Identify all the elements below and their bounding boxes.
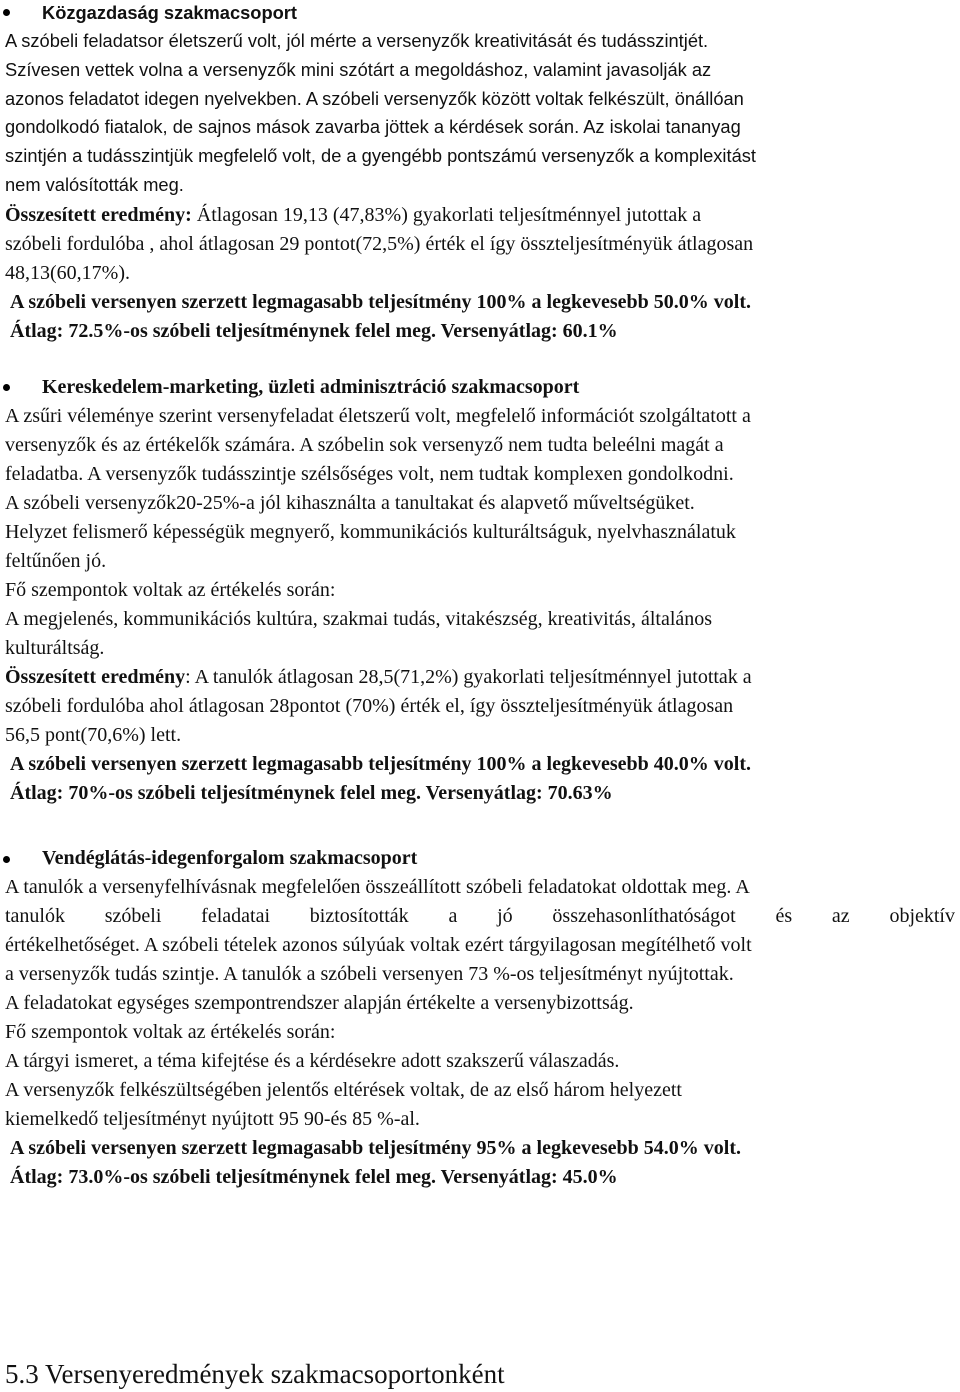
- paragraph-line: Fő szempontok voltak az értékelés során:: [5, 579, 336, 601]
- summary-text: : A tanulók átlagosan 28,5(71,2%) gyakorlati teljesítménnyel jutottak a: [185, 666, 752, 688]
- bullet-icon: [3, 384, 10, 391]
- paragraph-line: A megjelenés, kommunikációs kultúra, szakmai tudás, vitakészség, kreativitás, általános: [5, 608, 713, 630]
- summary-label: Összesített eredmény: [5, 666, 186, 688]
- paragraph-line: Szívesen vettek volna a versenyzők mini szótárt a megoldáshoz, valamint javasolják az: [5, 59, 712, 80]
- paragraph-line: gondolkodó fiatalok, de sajnos mások zavarba jöttek a kérdések során. Az iskolai tananyag: [5, 116, 741, 137]
- paragraph-line: feltűnően jó.: [5, 550, 107, 572]
- paragraph-line: A szóbeli versenyzők20-25%-a jól kihasználta a tanultakat és alapvető műveltségüket.: [5, 492, 695, 514]
- paragraph-line: kulturáltság.: [5, 637, 105, 659]
- result-line: A szóbeli versenyen szerzett legmagasabb teljesítmény 100% a legkevesebb 50.0% volt.: [10, 291, 751, 313]
- summary-line: [5, 664, 752, 691]
- result-line: A szóbeli versenyen szerzett legmagasabb teljesítmény 100% a legkevesebb 40.0% volt.: [10, 753, 751, 775]
- summary-text: Átlagosan 19,13 (47,83%) gyakorlati teljesítménnyel jutottak a: [196, 204, 702, 226]
- section-title: 5.3 Versenyeredmények szakmacsoportonként: [5, 1359, 505, 1389]
- paragraph-line: A zsűri véleménye szerint versenyfeladat életszerű volt, megfelelő információt szolgáltatott a: [5, 405, 751, 427]
- result-line: Átlag: 72.5%-os szóbeli teljesítménynek felel meg. Versenyátlag: 60.1%: [10, 320, 618, 342]
- paragraph-line: A tárgyi ismeret, a téma kifejtése és a kérdésekre adott szakszerű válaszadás.: [5, 1050, 620, 1072]
- summary-line: szóbeli fordulóba ahol átlagosan 28pontot (70%) érték el, így összteljesítményük átlagosan: [5, 695, 734, 717]
- result-line: A szóbeli versenyen szerzett legmagasabb teljesítmény 95% a legkevesebb 54.0% volt.: [10, 1137, 741, 1159]
- paragraph-line: Fő szempontok voltak az értékelés során:: [5, 1021, 336, 1043]
- paragraph-line: tanulók szóbeli feladatai biztosították a jó összehasonlíthatóságot és az objektív: [5, 905, 955, 927]
- paragraph-line: kiemelkedő teljesítményt nyújtott 95 90-és 85 %-al.: [5, 1108, 420, 1130]
- paragraph-line: A szóbeli feladatsor életszerű volt, jól mérte a versenyzők kreativitását és tudásszintjét.: [5, 30, 709, 51]
- summary-line: 48,13(60,17%).: [5, 262, 130, 284]
- section-heading-vendeglatas: Vendéglátás-idegenforgalom szakmacsoport: [42, 847, 418, 869]
- bullet-icon: [3, 856, 10, 863]
- summary-line: [5, 202, 701, 229]
- summary-line: 56,5 pont(70,6%) lett.: [5, 724, 182, 746]
- section-heading-kereskedelem: Kereskedelem-marketing, üzleti adminisztráció szakmacsoport: [42, 376, 580, 398]
- paragraph-line: A tanulók a versenyfelhívásnak megfelelően összeállított szóbeli feladatokat oldottak meg. A: [5, 876, 750, 898]
- paragraph-line: A versenyzők felkészültségében jelentős eltérések voltak, de az első három helyezett: [5, 1079, 682, 1101]
- result-line: Átlag: 70%-os szóbeli teljesítménynek felel meg. Versenyátlag: 70.63%: [10, 782, 613, 804]
- paragraph-line: szintjén a tudásszintjük megfelelő volt, de a gyengébb pontszámú versenyzők a komplexitást: [5, 145, 756, 166]
- paragraph-line: a versenyzők tudás szintje. A tanulók a szóbeli versenyen 73 %-os teljesítményt nyújtottak.: [5, 963, 734, 985]
- paragraph-line: azonos feladatot idegen nyelvekben. A szóbeli versenyzők között voltak felkészült, önállóan: [5, 88, 744, 109]
- summary-line: szóbeli fordulóba , ahol átlagosan 29 pontot(72,5%) érték el így összteljesítményük átlagosan: [5, 233, 754, 255]
- paragraph-line: A feladatokat egységes szempontrendszer alapján értékelte a versenybizottság.: [5, 992, 634, 1014]
- result-line: Átlag: 73.0%-os szóbeli teljesítménynek felel meg. Versenyátlag: 45.0%: [10, 1166, 618, 1188]
- section-heading-kozgazdasag: Közgazdaság szakmacsoport: [42, 2, 298, 23]
- paragraph-line: Helyzet felismerő képességük megnyerő, kommunikációs kulturáltságuk, nyelvhasználatuk: [5, 521, 736, 543]
- paragraph-line: értékelhetőséget. A szóbeli tételek azonos súlyúak voltak ezért tárgyilagosan megítélhető volt: [5, 934, 752, 956]
- summary-label: Összesített eredmény:: [5, 204, 192, 226]
- bullet-icon: [3, 9, 10, 16]
- paragraph-line: feladatba. A versenyzők tudásszintje szélsőséges volt, nem tudtak komplexen gondolkodni.: [5, 463, 734, 485]
- paragraph-line: nem valósították meg.: [5, 174, 184, 195]
- paragraph-line: versenyzők és az értékelők számára. A szóbelin sok versenyző nem tudta beleélni magát a: [5, 434, 724, 456]
